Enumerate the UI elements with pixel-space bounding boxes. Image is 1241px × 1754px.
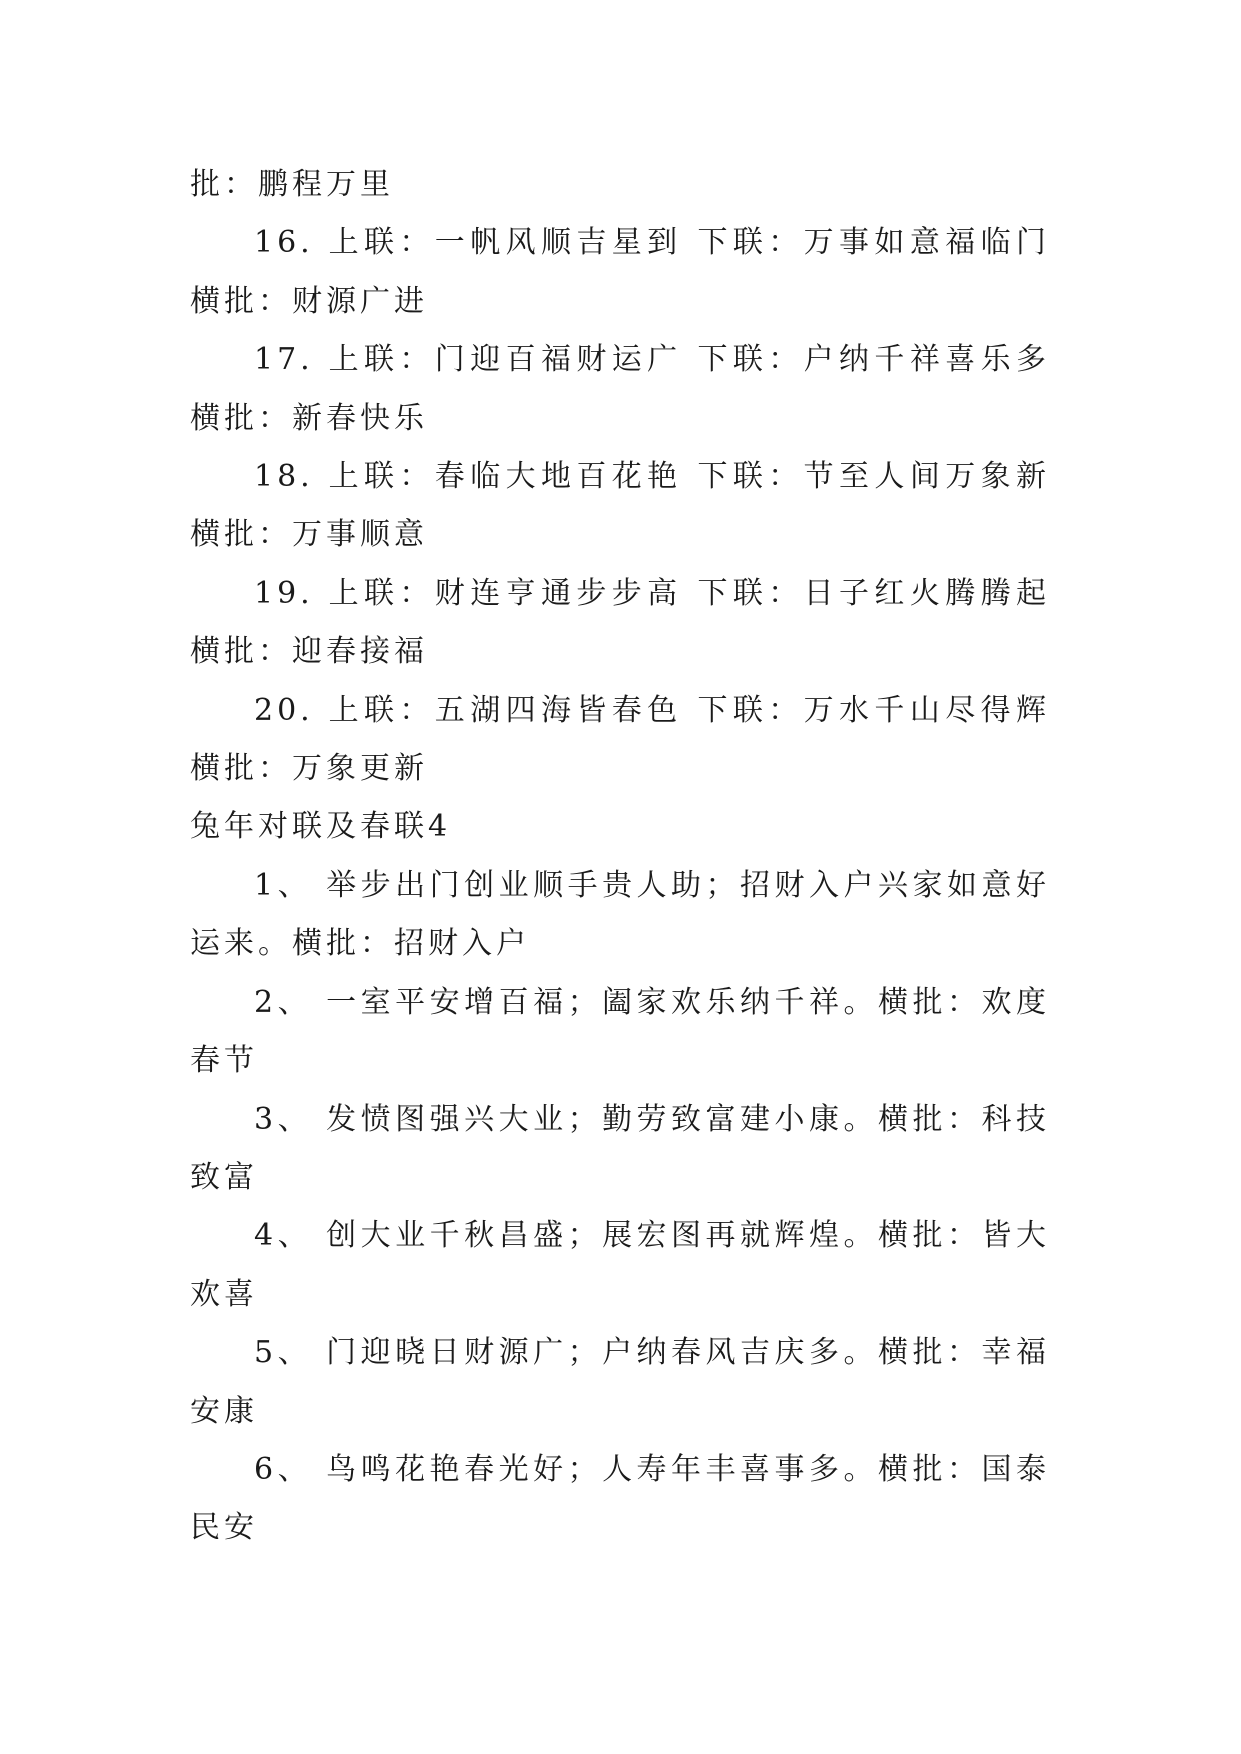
couplet-item-16: 16. 上联：一帆风顺吉星到 下联：万事如意福临门 横批：财源广进 xyxy=(190,225,1050,319)
couplet-item-20: 20. 上联：五湖四海皆春色 下联：万水千山尽得辉 横批：万象更新 xyxy=(190,692,1050,787)
spring-couplet-item-6: 6、 鸟鸣花艳春光好；人寿年丰喜事多。横批：国泰民安 xyxy=(190,1451,1050,1546)
spring-couplet-item-5: 5、 门迎晓日财源广；户纳春风吉庆多。横批：幸福安康 xyxy=(190,1335,1050,1429)
spring-couplet-item-4: 4、 创大业千秋昌盛；展宏图再就辉煌。横批：皆大欢喜 xyxy=(190,1218,1050,1312)
spring-couplet-item-2: 2、 一室平安增百福；阖家欢乐纳千祥。横批：欢度春节 xyxy=(190,984,1050,1079)
spring-couplet-item-3: 3、 发愤图强兴大业；勤劳致富建小康。横批：科技致富 xyxy=(190,1101,1050,1195)
spring-couplet-item-1: 1、 举步出门创业顺手贵人助；招财入户兴家如意好运来。横批：招财入户 xyxy=(190,867,1050,962)
couplet-item-18: 18. 上联：春临大地百花艳 下联：节至人间万象新 横批：万事顺意 xyxy=(190,459,1050,553)
couplet-item-19: 19. 上联：财连亨通步步高 下联：日子红火腾腾起 横批：迎春接福 xyxy=(190,575,1050,670)
couplet-item-17: 17. 上联：门迎百福财运广 下联：户纳千祥喜乐多 横批：新春快乐 xyxy=(190,342,1050,436)
continued-paragraph: 批：鹏程万里 xyxy=(190,167,394,202)
document-body xyxy=(190,156,1050,1558)
section-title: 兔年对联及春联4 xyxy=(190,809,452,845)
